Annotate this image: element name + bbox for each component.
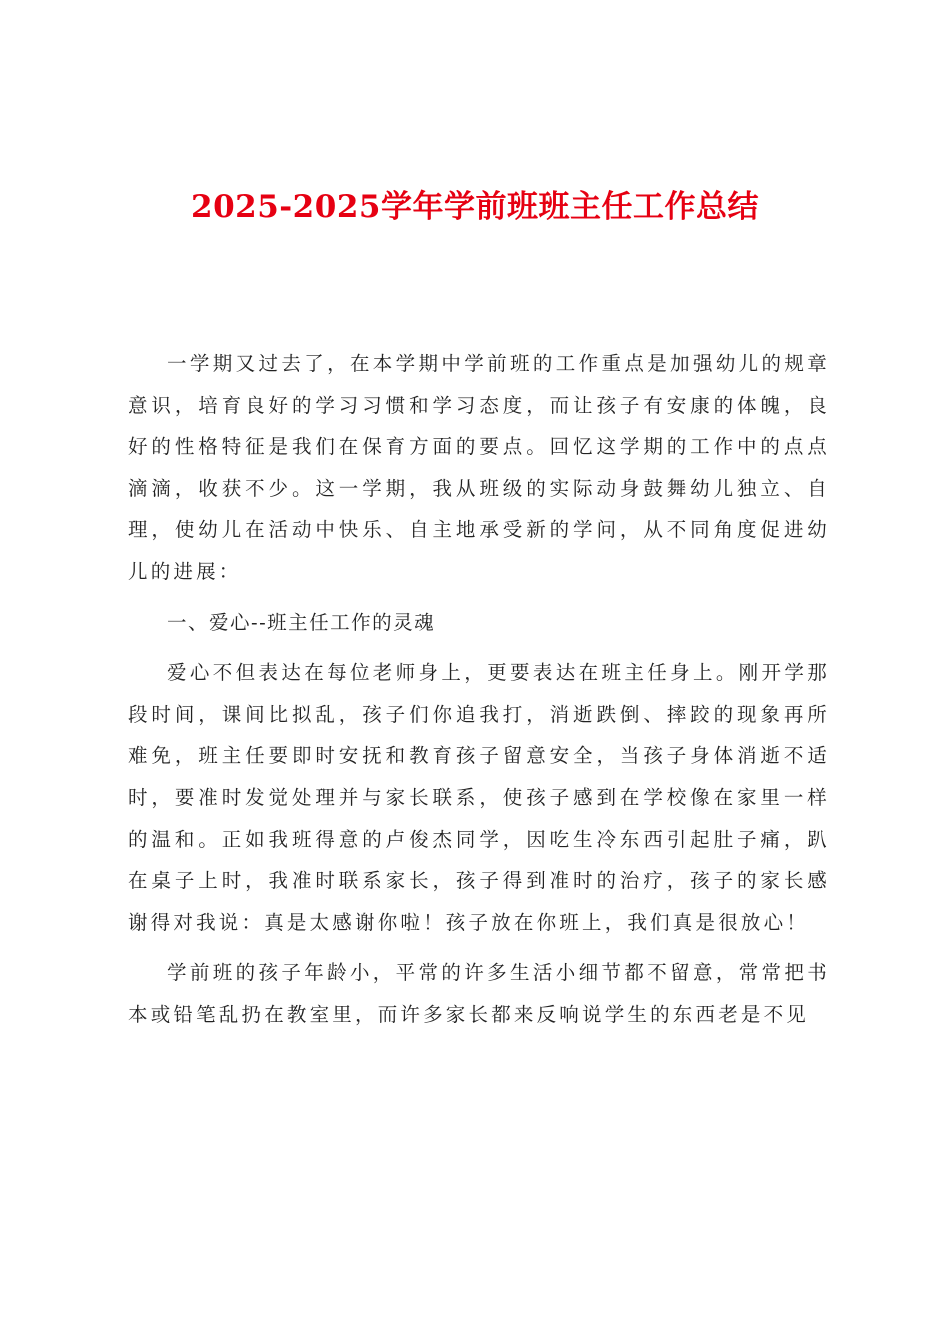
intro-paragraph: 一学期又过去了，在本学期中学前班的工作重点是加强幼儿的规章意识，培育良好的学习习惯和学习态度，而让孩子有安康的体魄，良好的性格特征是我们在保育方面的要点。回忆这学期的工作中的点点滴滴，收获不少。这一学期，我从班级的实际动身鼓舞幼儿独立、自理，使幼儿在活动中快乐、自主地承受新的学问，从不同角度促进幼儿的进展： bbox=[128, 352, 830, 583]
document-body bbox=[128, 343, 830, 1045]
document-title: 2025-2025学年学前班班主任工作总结 bbox=[191, 189, 759, 225]
love-paragraph: 爱心不但表达在每位老师身上，更要表达在班主任身上。刚开学那段时间，课间比拟乱，孩子们你追我打，消逝跌倒、摔跤的现象再所难免，班主任要即时安抚和教育孩子留意安全，当孩子身体消逝不适时，要准时发觉处理并与家长联系，使孩子感到在学校像在家里一样的温和。正如我班得意的卢俊杰同学，因吃生冷东西引起肚子痛，趴在桌子上时，我准时联系家长，孩子得到准时的治疗，孩子的家长感谢得对我说：真是太感谢你啦！孩子放在你班上，我们真是很放心！ bbox=[128, 661, 830, 934]
section-heading: 一、爱心--班主任工作的灵魂 bbox=[167, 610, 436, 634]
habits-paragraph: 学前班的孩子年龄小，平常的许多生活小细节都不留意，常常把书本或铅笔乱扔在教室里，而许多家长都来反响说学生的东西老是不见 bbox=[128, 961, 830, 1026]
